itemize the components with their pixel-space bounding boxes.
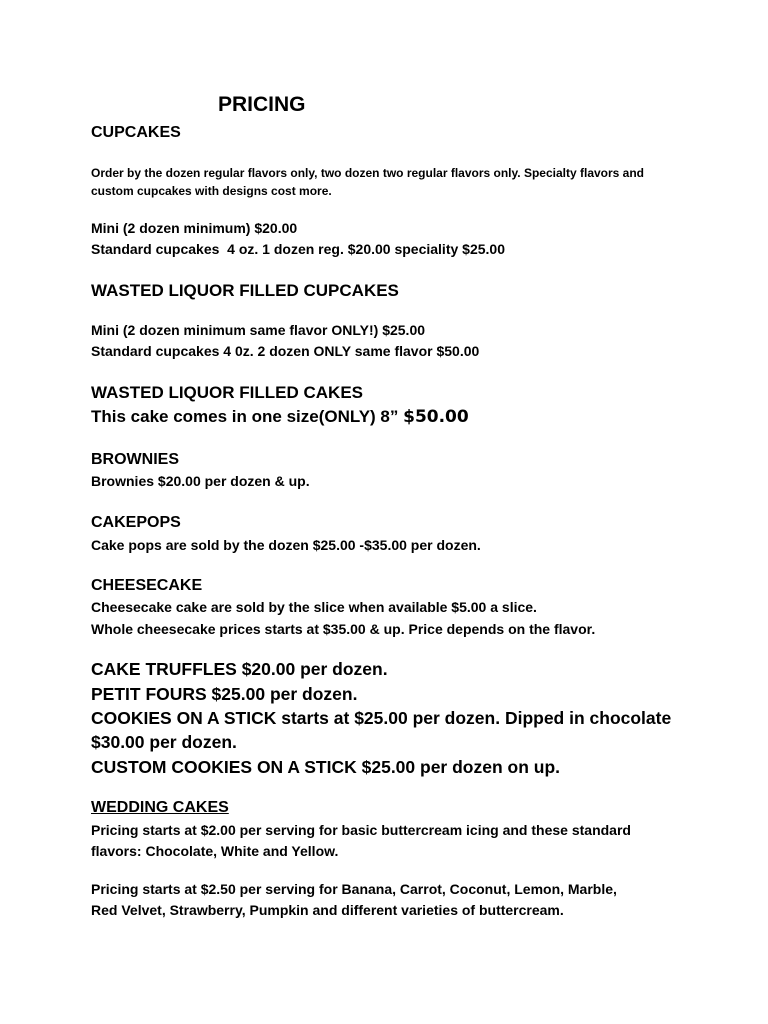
liquor-cupcakes-mini-price: Mini (2 dozen minimum same flavor ONLY!) $25.00 (91, 322, 426, 338)
cupcakes-heading: CUPCAKES (91, 124, 181, 141)
cakepops-heading: CAKEPOPS (91, 514, 181, 531)
brownies-price: Brownies $20.00 per dozen & up. (91, 473, 310, 489)
liquor-cupcakes-standard-price: Standard cupcakes 4 0z. 2 dozen ONLY same flavor $50.00 (91, 343, 480, 359)
cakepops-price: Cake pops are sold by the dozen $25.00 -$35.00 per dozen. (91, 537, 481, 553)
cookies-on-stick-line2: $30.00 per dozen. (91, 732, 237, 752)
cheesecake-whole-price: Whole cheesecake prices starts at $35.00 & up. Price depends on the flavor. (91, 621, 596, 637)
liquor-cakes-size (91, 407, 469, 427)
custom-cookies-price: CUSTOM COOKIES ON A STICK $25.00 per dozen on up. (91, 757, 560, 777)
cookies-on-stick-line1: COOKIES ON A STICK starts at $25.00 per dozen. Dipped in chocolate (91, 708, 672, 728)
liquor-cupcakes-heading: WASTED LIQUOR FILLED CUPCAKES (91, 281, 399, 300)
page-title: PRICING (218, 93, 306, 116)
cupcakes-note-line1: Order by the dozen regular flavors only, two dozen two regular flavors only. Specialty flavors and (91, 166, 645, 180)
cheesecake-slice-price: Cheesecake cake are sold by the slice when available $5.00 a slice. (91, 599, 537, 615)
cake-truffles-price: CAKE TRUFFLES $20.00 per dozen. (91, 659, 388, 679)
wedding-specialty-line1: Pricing starts at $2.50 per serving for Banana, Carrot, Coconut, Lemon, Marble, (91, 881, 617, 897)
cupcakes-note-line2: custom cupcakes with designs cost more. (91, 184, 332, 198)
brownies-heading: BROWNIES (91, 451, 179, 468)
wedding-cakes-heading: WEDDING CAKES (91, 799, 229, 816)
liquor-cakes-heading: WASTED LIQUOR FILLED CAKES (91, 383, 363, 402)
cheesecake-heading: CHEESECAKE (91, 577, 203, 594)
cupcakes-standard-price: Standard cupcakes 4 oz. 1 dozen reg. $20.00 speciality $25.00 (91, 241, 505, 257)
petit-fours-price: PETIT FOURS $25.00 per dozen. (91, 684, 358, 704)
liquor-cakes-size-price: $50.00 (403, 407, 469, 427)
wedding-basic-line2: flavors: Chocolate, White and Yellow. (91, 843, 339, 859)
wedding-basic-line1: Pricing starts at $2.00 per serving for basic buttercream icing and these standard (91, 822, 631, 838)
wedding-specialty-line2: Red Velvet, Strawberry, Pumpkin and different varieties of buttercream. (91, 902, 564, 918)
cupcakes-mini-price: Mini (2 dozen minimum) $20.00 (91, 220, 298, 236)
liquor-cakes-size-text: This cake comes in one size(ONLY) 8” (91, 407, 399, 426)
